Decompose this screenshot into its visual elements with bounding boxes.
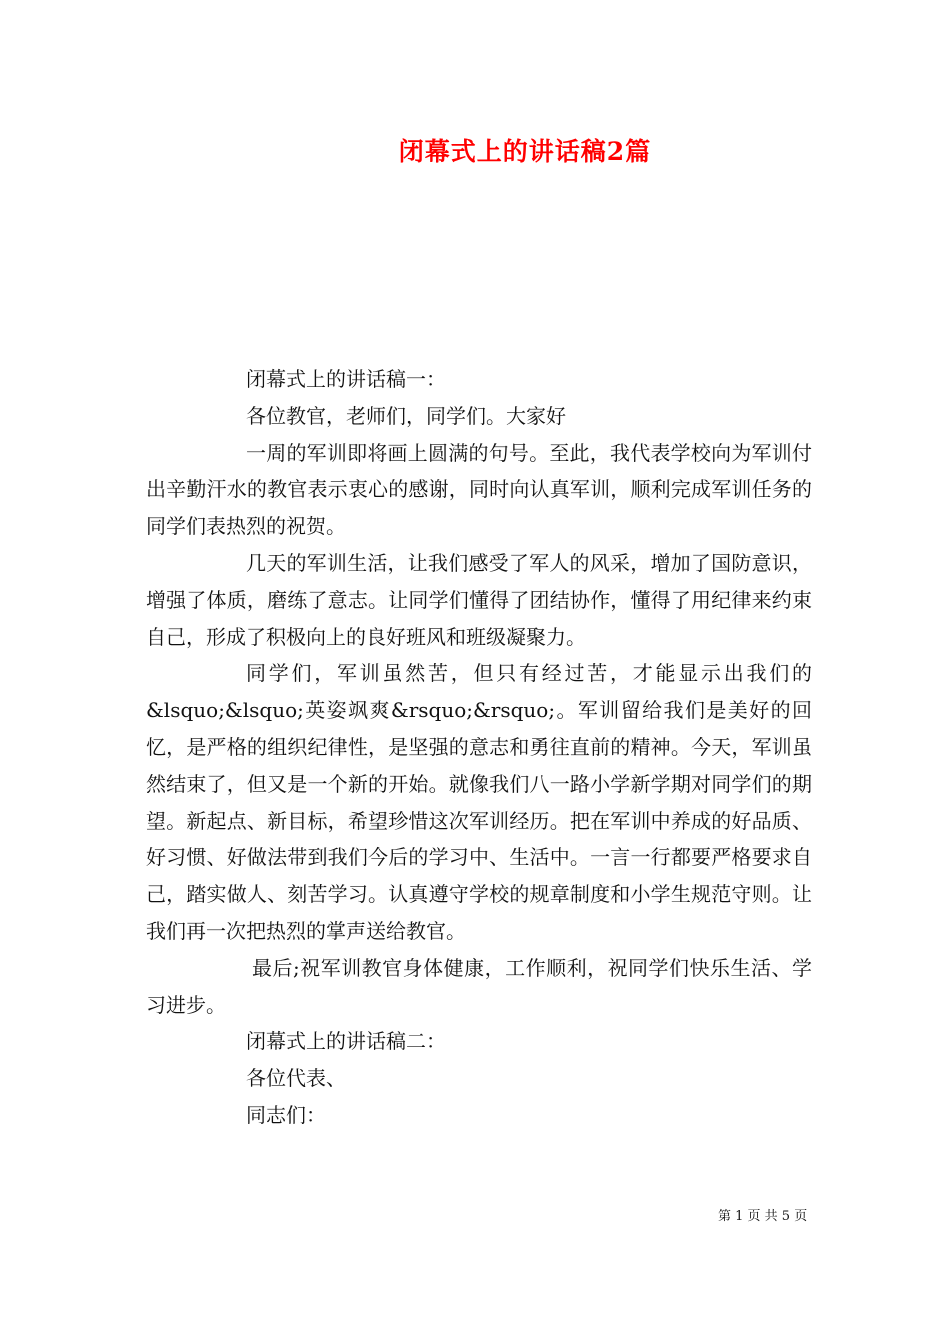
- paragraph: 几天的军训生活，让我们感受了军人的风采，增加了国防意识，增强了体质，磨练了意志。让同学们懂得了团结协作，懂得了用纪律来约束自己，形成了积极向上的良好班风和班级凝聚力。: [146, 550, 812, 649]
- document-title: 闭幕式上的讲话稿2篇: [398, 137, 652, 166]
- salutation-1: 各位教官，老师们，同学们。大家好: [246, 403, 566, 428]
- section-heading-2: 闭幕式上的讲话稿二：: [246, 1029, 446, 1054]
- paragraph: 同学们，军训虽然苦，但只有经过苦，才能显示出我们的&lsquo;&lsquo;英姿飒爽&rsquo;&rsquo;。军训留给我们是美好的回忆，是严格的组织纪律性，是坚强的意志和勇往直前的精神。今天，军训虽然结束了，但又是一个新的开始。就像我们八一路小学新学期对同学们的期望。新起点、新目标，希望珍惜这次军训经历。把在军训中养成的好品质、好习惯、好做法带到我们今后的学习中、生活中。一言一行都要严格要求自己，踏实做人、刻苦学习。认真遵守学校的规章制度和小学生规范守则。让我们再一次把热烈的掌声送给教官。: [146, 661, 812, 943]
- section-heading-1: 闭幕式上的讲话稿一：: [246, 367, 446, 391]
- salutation-2: 各位代表、: [246, 1066, 346, 1091]
- page-number: 第 1 页 共 5 页: [718, 1209, 808, 1224]
- paragraph: 最后;祝军训教官身体健康，工作顺利，祝同学们快乐生活、学习进步。: [146, 955, 812, 1017]
- document-body: [146, 361, 812, 1134]
- paragraph: 一周的军训即将画上圆满的句号。至此，我代表学校向为军训付出辛勤汗水的教官表示衷心的感谢，同时向认真军训，顺利完成军训任务的同学们表热烈的祝贺。: [146, 440, 812, 539]
- salutation-3: 同志们：: [246, 1102, 326, 1127]
